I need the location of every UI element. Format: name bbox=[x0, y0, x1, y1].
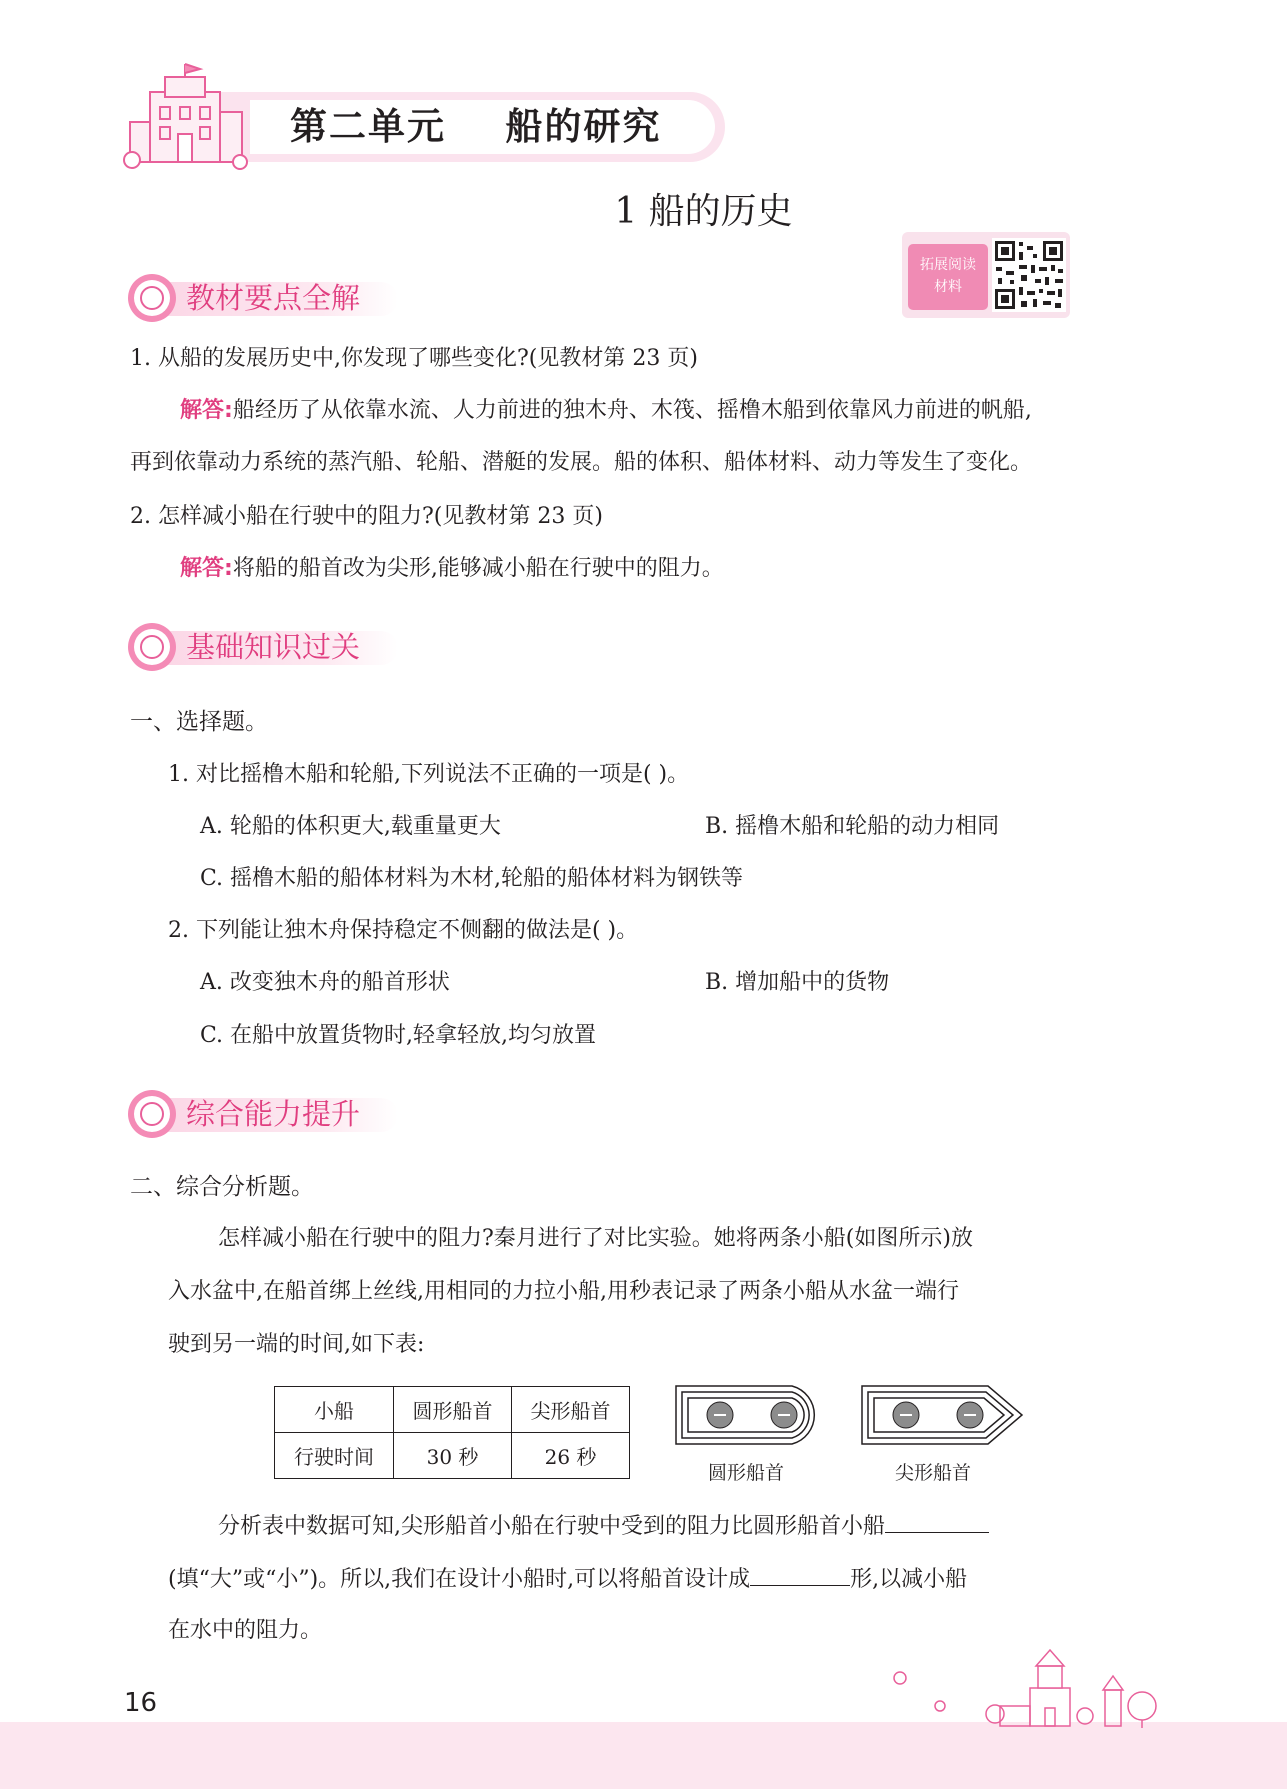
answer-label: 解答: bbox=[180, 556, 233, 581]
table-cell: 30 秒 bbox=[394, 1433, 512, 1479]
section-title: 综合能力提升 bbox=[186, 1097, 361, 1131]
lesson-title: 1 船的历史 bbox=[614, 191, 793, 232]
conclusion-text: 分析表中数据可知,尖形船首小船在行驶中受到的阻力比圆形船首小船 bbox=[218, 1514, 885, 1539]
qr-code-icon[interactable] bbox=[992, 238, 1066, 312]
answer-blank-1[interactable] bbox=[885, 1510, 989, 1533]
choice-2-option-c: C. 在船中放置货物时,轻拿轻放,均匀放置 bbox=[200, 1023, 597, 1048]
conclusion-line2 bbox=[168, 1563, 967, 1595]
conclusion-line3: 在水中的阻力。 bbox=[168, 1618, 323, 1643]
textbook-question-1: 1. 从船的发展历史中,你发现了哪些变化?(见教材第 23 页) bbox=[130, 346, 698, 371]
analysis-paragraph-line3: 驶到另一端的时间,如下表: bbox=[168, 1332, 425, 1357]
answer-blank-2[interactable] bbox=[750, 1563, 850, 1586]
pointed-bow-boat-icon bbox=[858, 1380, 1026, 1450]
footer-band bbox=[0, 1722, 1287, 1789]
textbook-answer-2 bbox=[180, 554, 724, 584]
qr-label bbox=[908, 244, 988, 310]
choice-1-option-a: A. 轮船的体积更大,载重量更大 bbox=[200, 814, 501, 839]
page-number: 16 bbox=[124, 1688, 158, 1718]
choice-2-option-b: B. 增加船中的货物 bbox=[705, 970, 890, 995]
castle-decoration-icon bbox=[880, 1648, 1170, 1728]
results-table bbox=[274, 1386, 630, 1479]
boat-caption-round: 圆形船首 bbox=[708, 1462, 785, 1484]
analysis-heading: 二、综合分析题。 bbox=[130, 1174, 314, 1200]
choice-question-2: 2. 下列能让独木舟保持稳定不侧翻的做法是( )。 bbox=[168, 918, 639, 943]
analysis-paragraph-line1: 怎样减小船在行驶中的阻力?秦月进行了对比实验。她将两条小船(如图所示)放 bbox=[218, 1226, 973, 1251]
smiley-icon bbox=[140, 635, 164, 659]
conclusion-line1 bbox=[218, 1510, 989, 1542]
choice-2-option-a: A. 改变独木舟的船首形状 bbox=[200, 970, 450, 995]
boat-caption-pointed: 尖形船首 bbox=[895, 1462, 972, 1484]
section-header-basics bbox=[128, 623, 408, 671]
smiley-icon bbox=[140, 1102, 164, 1126]
qr-label-line2: 材料 bbox=[934, 279, 962, 295]
smiley-icon bbox=[140, 286, 164, 310]
answer-text: 将船的船首改为尖形,能够减小船在行驶中的阻力。 bbox=[232, 556, 724, 581]
table-header-cell: 尖形船首 bbox=[512, 1387, 630, 1433]
analysis-paragraph-line2: 入水盆中,在船首绑上丝线,用相同的力拉小船,用秒表记录了两条小船从水盆一端行 bbox=[168, 1279, 959, 1304]
qr-label-line1: 拓展阅读 bbox=[920, 257, 976, 273]
table-cell: 行驶时间 bbox=[275, 1433, 394, 1479]
table-cell: 26 秒 bbox=[512, 1433, 630, 1479]
table-header-cell: 小船 bbox=[275, 1387, 394, 1433]
school-building-icon bbox=[120, 62, 260, 172]
answer-label: 解答: bbox=[180, 398, 233, 423]
choice-1-option-c: C. 摇橹木船的船体材料为木材,轮船的船体材料为钢铁等 bbox=[200, 866, 744, 891]
conclusion-text: 形,以减小船 bbox=[850, 1567, 968, 1592]
textbook-question-2: 2. 怎样减小船在行驶中的阻力?(见教材第 23 页) bbox=[130, 504, 603, 529]
table-header-cell: 圆形船首 bbox=[394, 1387, 512, 1433]
answer-text: 船经历了从依靠水流、人力前进的独木舟、木筏、摇橹木船到依靠风力前进的帆船, bbox=[232, 398, 1032, 423]
section-header-textbook bbox=[128, 274, 408, 322]
table-header-row bbox=[275, 1387, 630, 1433]
round-bow-boat-icon bbox=[672, 1380, 832, 1450]
unit-title: 第二单元 船的研究 bbox=[290, 105, 662, 148]
textbook-answer-1-cont: 再到依靠动力系统的蒸汽船、轮船、潜艇的发展。船的体积、船体材料、动力等发生了变化。 bbox=[130, 450, 1033, 475]
table-row bbox=[275, 1433, 630, 1479]
choice-heading: 一、选择题。 bbox=[130, 709, 268, 735]
section-title: 基础知识过关 bbox=[186, 630, 361, 664]
section-title: 教材要点全解 bbox=[186, 281, 361, 315]
textbook-answer-1 bbox=[180, 396, 1032, 426]
conclusion-text: (填“大”或“小”)。所以,我们在设计小船时,可以将船首设计成 bbox=[168, 1567, 751, 1592]
choice-1-option-b: B. 摇橹木船和轮船的动力相同 bbox=[705, 814, 1000, 839]
choice-question-1: 1. 对比摇橹木船和轮船,下列说法不正确的一项是( )。 bbox=[168, 762, 690, 787]
section-header-ability bbox=[128, 1090, 408, 1138]
